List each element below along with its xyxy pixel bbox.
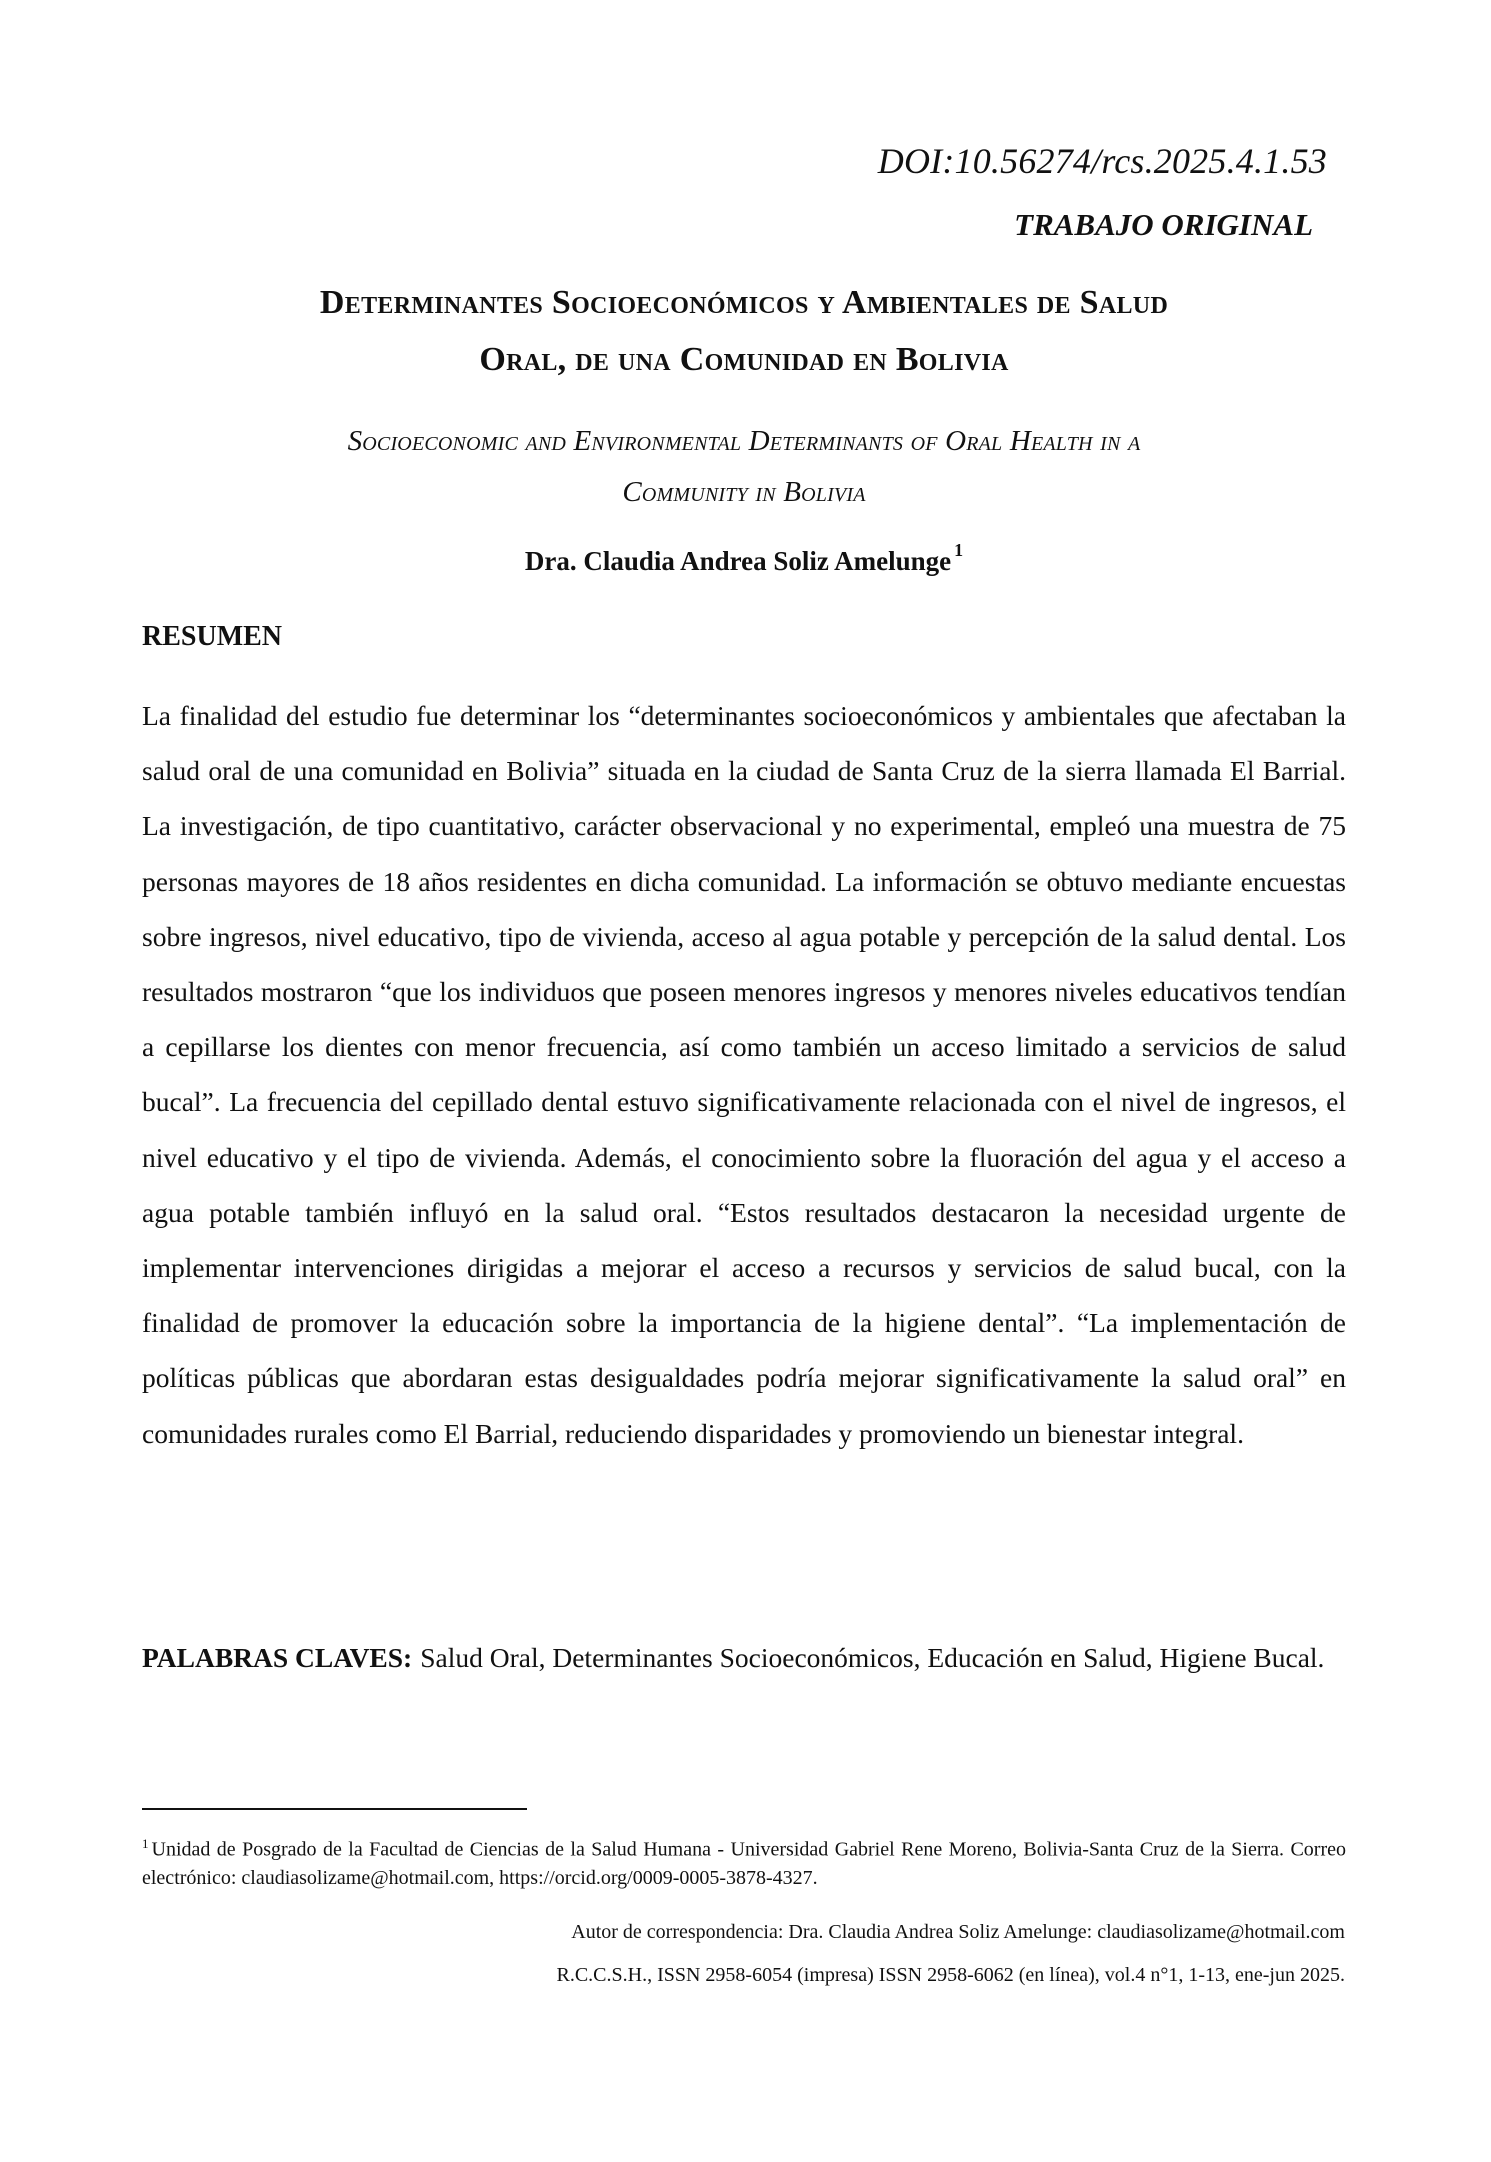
- keywords-block: [142, 1630, 1346, 1685]
- paper-title-line-2: Oral, de una Comunidad en Bolivia: [479, 341, 1009, 378]
- keywords-text: Salud Oral, Determinantes Socioeconómicos, Educación en Salud, Higiene Bucal.: [420, 1642, 1325, 1673]
- article-type-label: TRABAJO ORIGINAL: [1014, 207, 1313, 242]
- journal-citation: R.C.C.S.H., ISSN 2958-6054 (impresa) ISSN 2958-6062 (en línea), vol.4 n°1, 1-13, ene-jun 2025.: [556, 1964, 1345, 1986]
- keywords-label: PALABRAS CLAVES:: [142, 1642, 413, 1673]
- footnote-divider: [142, 1808, 527, 1810]
- author-footnote-mark: 1: [954, 540, 964, 560]
- correspondence-author: Autor de correspondencia: Dra. Claudia Andrea Soliz Amelunge: claudiasolizame@hotmail.com: [571, 1921, 1345, 1943]
- paper-subtitle-line-1: Socioeconomic and Environmental Determinants of Oral Health in a: [347, 425, 1141, 457]
- footnote-affiliation: [142, 1830, 1346, 1892]
- paper-title: [142, 274, 1346, 388]
- paper-subtitle-english: [142, 416, 1346, 518]
- abstract-heading: RESUMEN: [142, 621, 283, 652]
- footnote-mark: 1: [142, 1836, 149, 1851]
- footnote-text: Unidad de Posgrado de la Facultad de Ciencias de la Salud Humana - Universidad Gabriel Rene Moreno, Bolivia-Santa Cruz de la Sierra. Correo electrónico: claudiasolizame@hotmail.com, https://orcid.org/0009-0005-3878-4327.: [142, 1838, 1346, 1889]
- author-name: Dra. Claudia Andrea Soliz Amelunge: [524, 546, 952, 576]
- doi-identifier: DOI:10.56274/rcs.2025.4.1.53: [877, 141, 1327, 181]
- paper-title-line-1: Determinantes Socioeconómicos y Ambientales de Salud: [319, 284, 1169, 321]
- abstract-body: La finalidad del estudio fue determinar los “determinantes socioeconómicos y ambientales que afectaban la salud oral de una comunidad en Bolivia” situada en la ciudad de Santa Cruz de la sierra llamada El Barrial. La investigación, de tipo cuantitativo, carácter observacional y no experimental, empleó una muestra de 75 personas mayores de 18 años residentes en dicha comunidad. La información se obtuvo mediante encuestas sobre ingresos, nivel educativo, tipo de vivienda, acceso al agua potable y percepción de la salud dental. Los resultados mostraron “que los individuos que poseen menores ingresos y menores niveles educativos tendían a cepillarse los dientes con menor frecuencia, así como también un acceso limitado a servicios de salud bucal”. La frecuencia del cepillado dental estuvo significativamente relacionada con el nivel de ingresos, el nivel educativo y el tipo de vivienda. Además, el conocimiento sobre la fluoración del agua y el acceso a agua potable también influyó en la salud oral. “Estos resultados destacaron la necesidad urgente de implementar intervenciones dirigidas a mejorar el acceso a recursos y servicios de salud bucal, con la finalidad de promover la educación sobre la importancia de la higiene dental”. “La implementación de políticas públicas que abordaran estas desigualdades podría mejorar significativamente la salud oral” en comunidades rurales como El Barrial, reduciendo disparidades y promoviendo un bienestar integral.: [142, 700, 1346, 1449]
- paper-subtitle-line-2: Community in Bolivia: [622, 476, 866, 508]
- author-line: [142, 540, 1346, 577]
